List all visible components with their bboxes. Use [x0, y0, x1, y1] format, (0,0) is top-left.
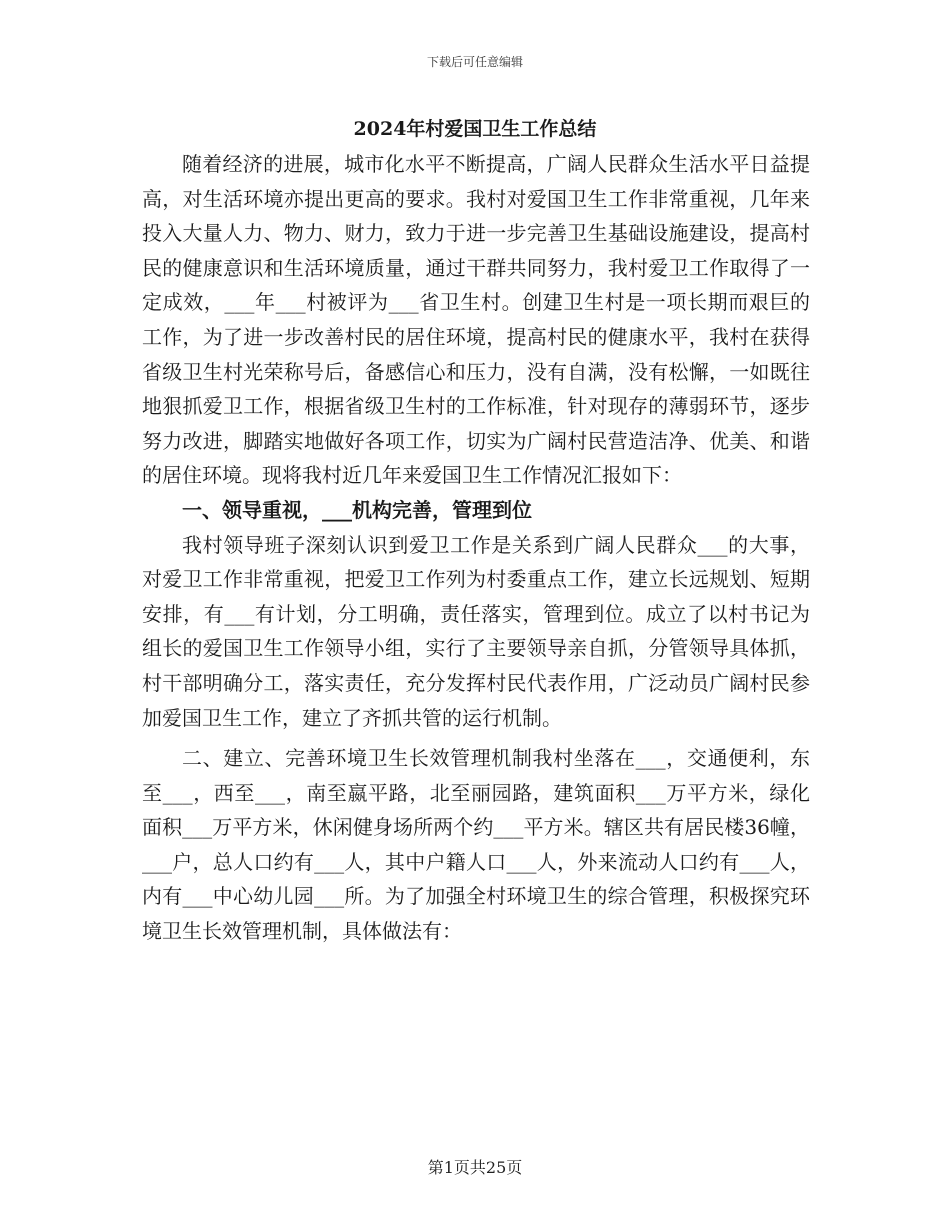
- page-header-note: 下载后可任意编辑: [426, 55, 523, 69]
- page-number-footer: 第1页共25页: [427, 1158, 523, 1177]
- document-body: [142, 147, 810, 949]
- document-title: 2024年村爱国卫生工作总结: [353, 118, 597, 140]
- section-1-heading: 一、领导重视，___机构完善，管理到位: [182, 497, 532, 522]
- section-2-paragraph: 二、建立、完善环境卫生长效管理机制我村坐落在___，交通便利，东至___，西至___，南至嬴平路，北至丽园路，建筑面积___万平方米，绿化面积___万平方米，休闲健身场所两个约___平方米。辖区共有居民楼36幢，___户，总人口约有___人，其中户籍人口___人，外来流动人口约有___人，内有___中心幼儿园___所。为了加强全村环境卫生的综合管理，积极探究环境卫生长效管理机制，具体做法有：: [142, 746, 810, 944]
- section-1-paragraph: 我村领导班子深刻认识到爱卫工作是关系到广阔人民群众___的大事，对爱卫工作非常重视，把爱卫工作列为村委重点工作，建立长远规划、短期安排，有___有计划，分工明确，责任落实，管理到位。成立了以村书记为组长的爱国卫生工作领导小组，实行了主要领导亲自抓，分管领导具体抓，村干部明确分工，落实责任，充分发挥村民代表作用，广泛动员广阔村民参加爱国卫生工作，建立了齐抓共管的运行机制。: [142, 532, 810, 730]
- intro-paragraph: 随着经济的进展，城市化水平不断提高，广阔人民群众生活水平日益提高，对生活环境亦提出更高的要求。我村对爱国卫生工作非常重视，几年来投入大量人力、物力、财力，致力于进一步完善卫生基础设施建设，提高村民的健康意识和生活环境质量，通过干群共同努力，我村爱卫工作取得了一定成效，___年___村被评为___省卫生村。创建卫生村是一项长期而艰巨的工作，为了进一步改善村民的居住环境，提高村民的健康水平，我村在获得省级卫生村光荣称号后，备感信心和压力，没有自满，没有松懈，一如既往地狠抓爱卫工作，根据省级卫生村的工作标准，针对现存的薄弱环节，逐步努力改进，脚踏实地做好各项工作，切实为广阔村民营造洁净、优美、和谐的居住环境。现将我村近几年来爱国卫生工作情况汇报如下：: [142, 152, 810, 488]
